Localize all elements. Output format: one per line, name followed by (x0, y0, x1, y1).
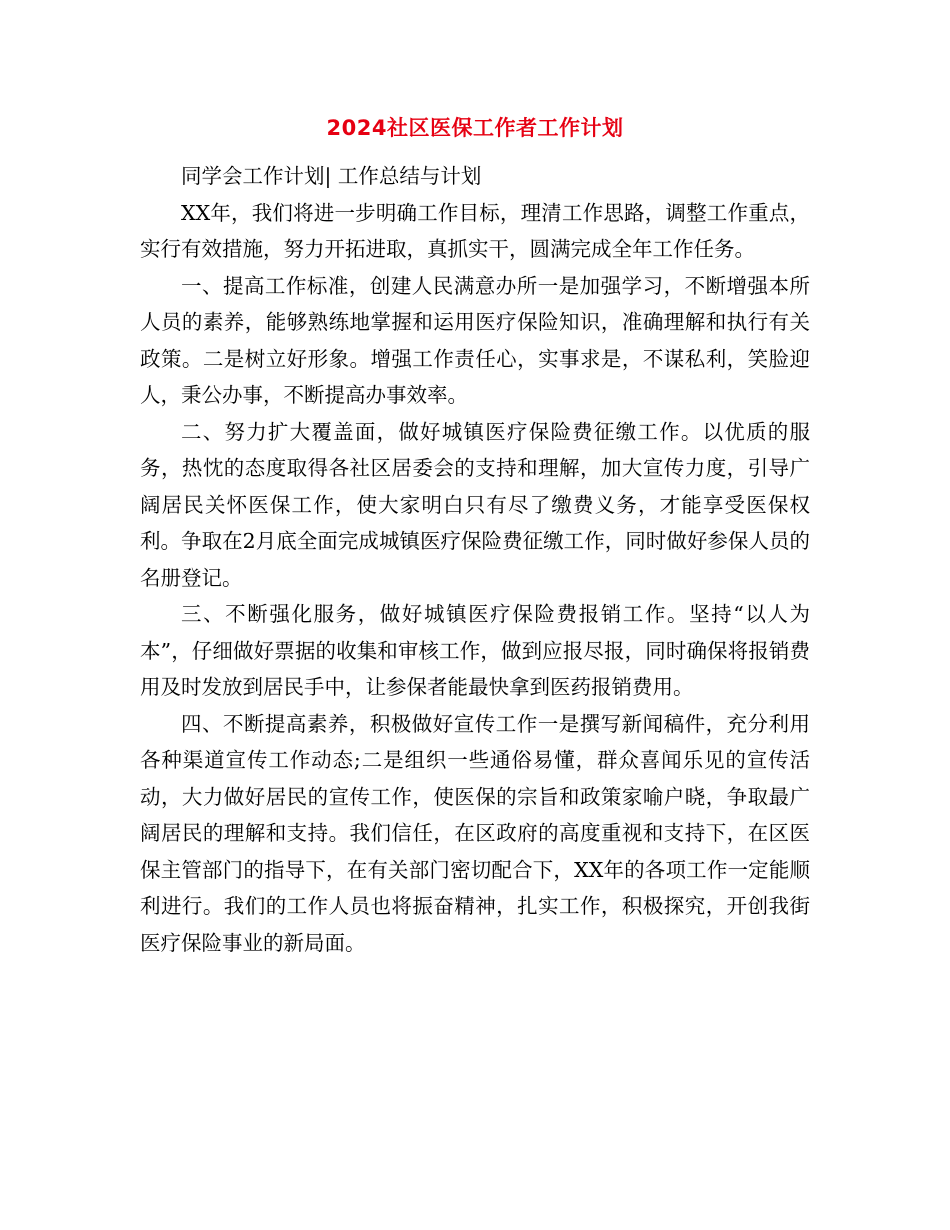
subtitle-line: 同学会工作计划| 工作总结与计划 (181, 164, 482, 188)
paragraph-section-4: 四、不断提高素养，积极做好宣传工作一是撰写新闻稿件，充分利用各种渠道宣传工作动态;二是组织一些通俗易懂，群众喜闻乐见的宣传活动，大力做好居民的宣传工作，使医保的宗旨和政策家喻户晓，争取最广阔居民的理解和支持。我们信任，在区政府的高度重视和支持下，在区医保主管部门的指导下，在有关部门密切配合下，XX年的各项工作一定能顺利进行。我们的工作人员也将振奋精神，扎实工作，积极探究，开创我街医疗保险事业的新局面。 (140, 711, 810, 955)
document-title: 2024社区医保工作者工作计划 (326, 116, 624, 140)
paragraph-section-1: 一、提高工作标准，创建人民满意办所一是加强学习，不断增强本所人员的素养，能够熟练地掌握和运用医疗保险知识，准确理解和执行有关政策。二是树立好形象。增强工作责任心，实事求是，不谋私利，笑脸迎人，秉公办事，不断提高办事效率。 (140, 273, 810, 407)
paragraph-intro: XX年，我们将进一步明确工作目标，理清工作思路，调整工作重点，实行有效措施，努力开拓进取，真抓实干，圆满完成全年工作任务。 (140, 200, 810, 261)
paragraph-section-3: 三、不断强化服务，做好城镇医疗保险费报销工作。坚持“以人为本”，仔细做好票据的收集和审核工作，做到应报尽报，同时确保将报销费用及时发放到居民手中，让参保者能最快拿到医药报销费用。 (140, 602, 810, 699)
document-body (140, 158, 810, 961)
paragraph-section-2: 二、努力扩大覆盖面，做好城镇医疗保险费征缴工作。以优质的服务，热忱的态度取得各社区居委会的支持和理解，加大宣传力度，引导广阔居民关怀医保工作，使大家明白只有尽了缴费义务，才能享受医保权利。争取在2月底全面完成城镇医疗保险费征缴工作，同时做好参保人员的名册登记。 (140, 419, 810, 590)
